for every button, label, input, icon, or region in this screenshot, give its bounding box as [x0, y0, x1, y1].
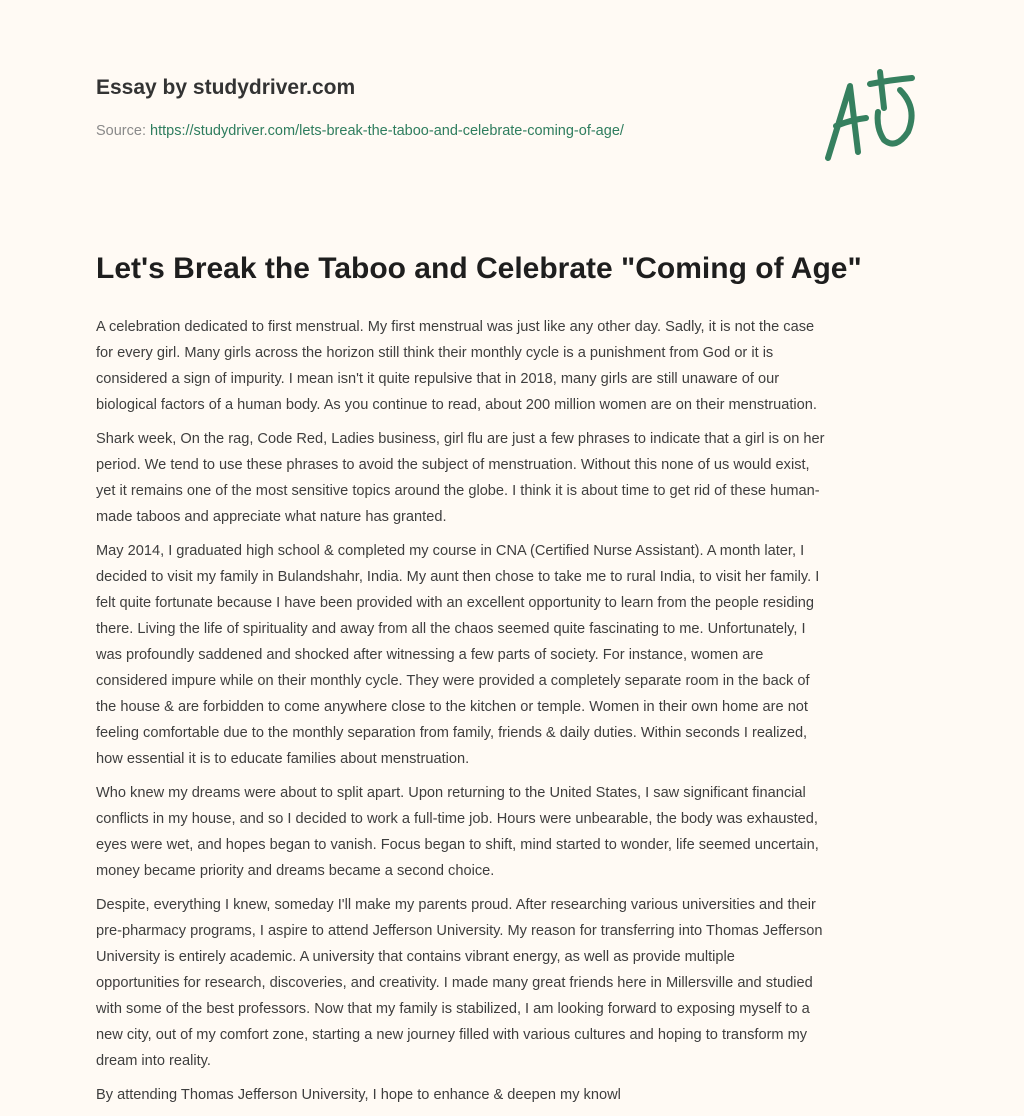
paragraph-line: eyes were wet, and hopes began to vanish. Focus began to shift, mind started to wonder, life seemed uncertain,	[96, 837, 819, 853]
paragraph-line: period. We tend to use these phrases to avoid the subject of menstruation. Without this none of us would exist,	[96, 457, 810, 473]
paragraph-line: new city, out of my comfort zone, starting a new journey filled with various cultures and hoping to transform my	[96, 1027, 808, 1043]
paragraph-line: yet it remains one of the most sensitive topics around the globe. I think it is about time to get rid of these human-	[96, 483, 820, 499]
paragraph-line: was profoundly saddened and shocked after witnessing a few parts of society. For instance, women are	[96, 647, 764, 663]
source-line	[96, 123, 624, 139]
paragraph-line: dream into reality.	[96, 1053, 211, 1069]
paragraph-line: made taboos and appreciate what nature has granted.	[96, 509, 447, 525]
essay-paragraph	[96, 314, 936, 418]
paragraph-line: By attending Thomas Jefferson University, I hope to enhance & deepen my knowl	[96, 1087, 621, 1103]
essay-paragraph	[96, 892, 936, 1074]
paragraph-line: there. Living the life of spirituality and away from all the chaos seemed quite fascinating to me. Unfortunately, I	[96, 621, 806, 637]
paragraph-line: considered a sign of impurity. I mean isn't it quite repulsive that in 2018, many girls are still unaware of our	[96, 371, 780, 387]
paragraph-line: decided to visit my family in Bulandshahr, India. My aunt then chose to take me to rural India, to visit her family. I	[96, 569, 820, 585]
essay-paragraph	[96, 1082, 936, 1108]
paragraph-line: opportunities for research, discoveries, and creativity. I made many great friends here in Millersville and studied	[96, 975, 813, 991]
essay-title: Let's Break the Taboo and Celebrate "Coming of Age"	[96, 252, 862, 285]
paragraph-line: Who knew my dreams were about to split apart. Upon returning to the United States, I saw significant financial	[96, 785, 806, 801]
paragraph-line: May 2014, I graduated high school & completed my course in CNA (Certified Nurse Assistant). A month later, I	[96, 543, 805, 559]
essay-paragraph	[96, 538, 936, 772]
paragraph-line: considered impure while on their monthly cycle. They were provided a completely separate room in the back of	[96, 673, 810, 689]
a-plus-logo-icon	[820, 68, 930, 168]
paragraph-line: Shark week, On the rag, Code Red, Ladies business, girl flu are just a few phrases to indicate that a girl is on her	[96, 431, 825, 447]
paragraph-line: with some of the best professors. Now that my family is stabilized, I am looking forward to exposing myself to a	[96, 1001, 810, 1017]
paragraph-line: felt quite fortunate because I have been provided with an excellent opportunity to learn from the people residing	[96, 595, 814, 611]
paragraph-line: Despite, everything I knew, someday I'll make my parents proud. After researching various universities and their	[96, 897, 816, 913]
essay-body	[96, 314, 936, 1116]
site-brand: Essay by studydriver.com	[96, 76, 356, 99]
source-label: Source:	[96, 123, 146, 139]
paragraph-line: how essential it is to educate families about menstruation.	[96, 751, 470, 767]
paragraph-line: A celebration dedicated to first menstrual. My first menstrual was just like any other day. Sadly, it is not the case	[96, 319, 815, 335]
paragraph-line: conflicts in my house, and so I decided to work a full-time job. Hours were unbearable, the body was exhausted,	[96, 811, 818, 827]
paragraph-line: the house & are forbidden to come anywhere close to the kitchen or temple. Women in their own home are not	[96, 699, 808, 715]
paragraph-line: for every girl. Many girls across the horizon still think their monthly cycle is a punishment from God or it is	[96, 345, 774, 361]
paragraph-line: biological factors of a human body. As you continue to read, about 200 million women are on their menstruation.	[96, 397, 817, 413]
essay-paragraph	[96, 426, 936, 530]
essay-paragraph	[96, 780, 936, 884]
paragraph-line: University is entirely academic. A university that contains vibrant energy, as well as provide multiple	[96, 949, 735, 965]
paragraph-line: pre-pharmacy programs, I aspire to attend Jefferson University. My reason for transferring into Thomas Jefferson	[96, 923, 823, 939]
paragraph-line: feeling comfortable due to the monthly separation from family, friends & daily duties. Within seconds I realized,	[96, 725, 808, 741]
paragraph-line: money became priority and dreams became a second choice.	[96, 863, 495, 879]
source-link[interactable]: https://studydriver.com/lets-break-the-taboo-and-celebrate-coming-of-age/	[150, 123, 624, 139]
